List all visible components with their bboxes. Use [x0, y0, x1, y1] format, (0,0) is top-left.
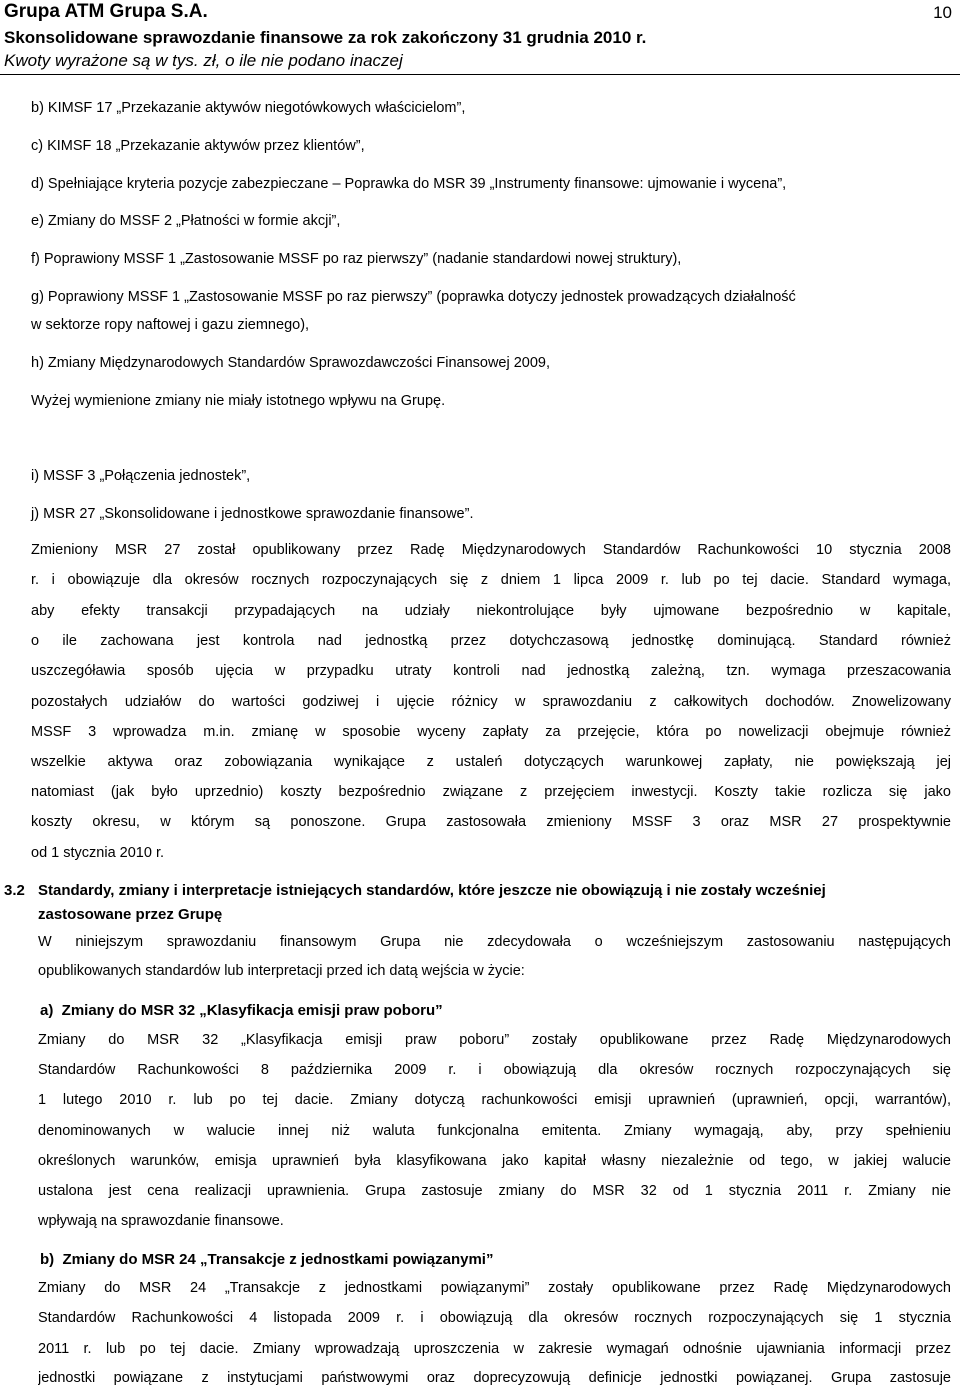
paragraph-line: 2011 r. lub po tej dacie. Zmiany wprowadzają uproszczenia w zakresie wymagań odnośnie ujawniania informacji przez — [38, 1341, 951, 1357]
paragraph-line: r. i obowiązuje dla okresów rocznych rozpoczynających się z dniem 1 lipca 2009 r. lub po tej dacie. Standard wymaga, — [31, 572, 951, 588]
list-item-b: b) KIMSF 17 „Przekazanie aktywów niegotówkowych właścicielom”, — [31, 100, 466, 116]
list-item-d: d) Spełniające kryteria pozycje zabezpieczane – Poprawka do MSR 39 „Instrumenty finansowe: ujmowanie i wycena”, — [31, 176, 787, 192]
list-item-e: e) Zmiany do MSSF 2 „Płatności w formie akcji”, — [31, 213, 341, 229]
paragraph-line: Zmiany do MSR 32 „Klasyfikacja emisji praw poboru” zostały opublikowane przez Radę Międzynarodowych — [38, 1032, 951, 1048]
paragraph-line: koszty okresu, w którym są ponoszone. Grupa zastosowała zmieniony MSSF 3 oraz MSR 27 prospektywnie — [31, 814, 951, 830]
paragraph-line: MSSF 3 wprowadza m.in. zmianę w sposobie wyceny zapłaty za przejęcie, która po nowelizacji obejmuje również — [31, 724, 951, 740]
header-divider — [0, 74, 960, 75]
paragraph-line: od 1 stycznia 2010 r. — [31, 845, 164, 861]
paragraph-line: pozostałych udziałów do wartości godziwej i ujęcie różnicy w sprawozdaniu z całkowitych dochodów. Znowelizowany — [31, 694, 951, 710]
paragraph-line: Standardów Rachunkowości 4 listopada 2009 r. i obowiązują dla okresów rocznych rozpoczynających się 1 stycznia — [38, 1310, 951, 1326]
page-number: 10 — [933, 3, 952, 22]
paragraph-line: 1 lutego 2010 r. lub po tej dacie. Zmiany dotyczą rachunkowości emisji uprawnień (uprawnień, opcji, warrantów), — [38, 1092, 951, 1108]
list-item-j: j) MSR 27 „Skonsolidowane i jednostkowe sprawozdanie finansowe”. — [31, 506, 474, 522]
subsection-a-heading: a) Zmiany do MSR 32 „Klasyfikacja emisji praw poboru” — [40, 1002, 443, 1019]
paragraph-line: Standardów Rachunkowości 8 października 2009 r. i obowiązują dla okresów rocznych rozpoczynających się — [38, 1062, 951, 1078]
paragraph-line: denominowanych w walucie innej niż waluta funkcjonalna emitenta. Zmiany wymagają, aby, przy spełnieniu — [38, 1123, 951, 1139]
paragraph-line: wpływają na sprawozdanie finansowe. — [38, 1213, 284, 1229]
paragraph-line: natomiast (jak było uprzednio) koszty bezpośrednio związane z przejęciem inwestycji. Koszty takie rozlicza się jako — [31, 784, 951, 800]
paragraph-line: określonych warunków, emisja uprawnień była klasyfikowana jako kapitał własny niezależnie od tego, w jakiej walucie — [38, 1153, 951, 1169]
units-note: Kwoty wyrażone są w tys. zł, o ile nie podano inaczej — [4, 51, 403, 70]
company-name: Grupa ATM Grupa S.A. — [4, 1, 208, 22]
paragraph-line: Zmiany do MSR 24 „Transakcje z jednostkami powiązanymi” zostały opublikowane przez Radę Międzynarodowych — [38, 1280, 951, 1296]
list-item-g-line2: w sektorze ropy naftowej i gazu ziemnego), — [31, 317, 310, 333]
section-title-line2: zastosowane przez Grupę — [38, 906, 223, 923]
paragraph-line: wszelkie aktywa oraz zobowiązania wynikające z ustaleń dotyczących warunkowej zapłaty, nie powiększają jej — [31, 754, 951, 770]
section-intro-line: opublikowanych standardów lub interpretacji przed ich datą wejścia w życie: — [38, 963, 525, 979]
list-item-c: c) KIMSF 18 „Przekazanie aktywów przez klientów”, — [31, 138, 365, 154]
section-title-line1: Standardy, zmiany i interpretacje istniejących standardów, które jeszcze nie obowiązują i nie zostały wcześniej — [38, 882, 826, 899]
list-item-h: h) Zmiany Międzynarodowych Standardów Sprawozdawczości Finansowej 2009, — [31, 355, 551, 371]
section-number: 3.2 — [4, 882, 25, 899]
paragraph-line: aby efekty transakcji przypadających na udziały niekontrolujące były ujmowane bezpośrednio w kapitale, — [31, 603, 951, 619]
paragraph-line: uszczegóławia sposób ujęcia w przypadku utraty kontroli nad jednostką zależną, tzn. wymaga przeszacowania — [31, 663, 951, 679]
subsection-b-heading: b) Zmiany do MSR 24 „Transakcje z jednostkami powiązanymi” — [40, 1251, 494, 1268]
list-item-f: f) Poprawiony MSSF 1 „Zastosowanie MSSF po raz pierwszy” (nadanie standardowi nowej struktury), — [31, 251, 682, 267]
list-item-g-line1: g) Poprawiony MSSF 1 „Zastosowanie MSSF po raz pierwszy” (poprawka dotyczy jednostek prowadzących działalność — [31, 289, 796, 305]
no-impact-statement: Wyżej wymienione zmiany nie miały istotnego wpływu na Grupę. — [31, 393, 446, 409]
section-intro-line: W niniejszym sprawozdaniu finansowym Grupa nie zdecydowała o wcześniejszym zastosowaniu następujących — [38, 934, 951, 950]
paragraph-line: jednostki powiązane z instytucjami państwowymi oraz doprecyzowują definicje jednostki powiązanej. Grupa zastosuje — [38, 1370, 951, 1386]
paragraph-line: Zmieniony MSR 27 został opublikowany przez Radę Międzynarodowych Standardów Rachunkowości 10 stycznia 2008 — [31, 542, 951, 558]
paragraph-line: ustalona jest cena realizacji uprawnienia. Grupa zastosuje zmiany do MSR 32 od 1 stycznia 2011 r. Zmiany nie — [38, 1183, 951, 1199]
list-item-i: i) MSSF 3 „Połączenia jednostek”, — [31, 468, 251, 484]
paragraph-line: o ile zachowana jest kontrola nad jednostką przez dotychczasową jednostkę dominującą. Standard również — [31, 633, 951, 649]
report-title: Skonsolidowane sprawozdanie finansowe za rok zakończony 31 grudnia 2010 r. — [4, 28, 647, 47]
